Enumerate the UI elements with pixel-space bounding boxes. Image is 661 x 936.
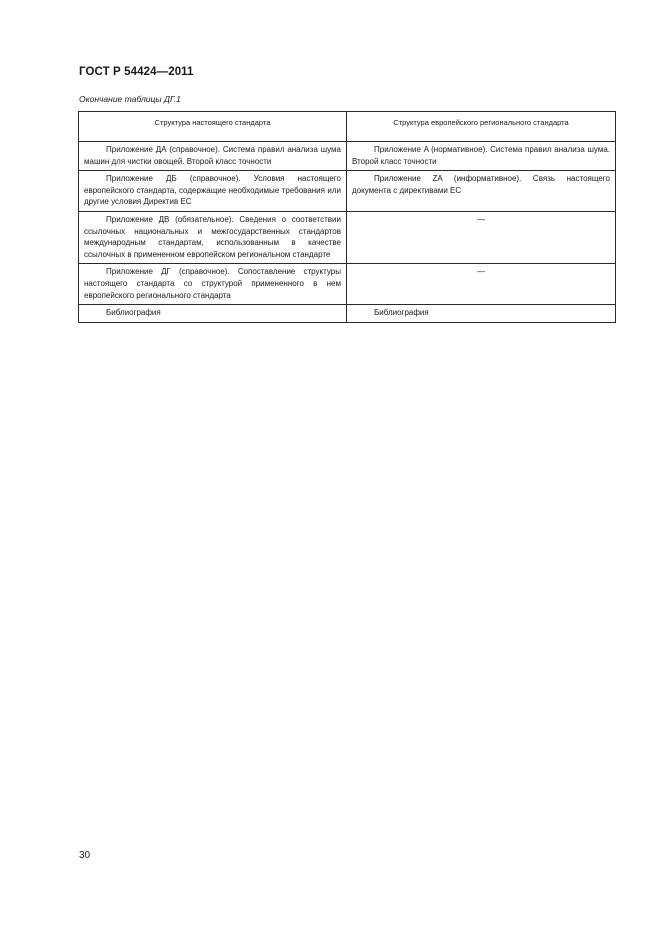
cell-text: Приложение ДБ (справочное). Условия настоящего европейского стандарта, содержащие необходимые требования или другие условия Директив ЕС (84, 174, 341, 207)
cell-european (347, 305, 616, 323)
cell-national (79, 211, 347, 263)
cell-european (347, 142, 616, 171)
cell-national (79, 264, 347, 305)
cell-text: Приложение ДВ (обязательное). Сведения о соответствии ссылочных национальных и межгосударственных стандартов международным стандартам, использованным в качестве ссылочных в примененном европейском региональном стандарте (84, 214, 341, 259)
cell-national (79, 171, 347, 212)
table-row (79, 264, 616, 305)
table-header (79, 112, 616, 142)
page-number: 30 (79, 850, 91, 861)
cell-text: Приложение ДА (справочное). Система правил анализа шума машин для чистки овощей. Второй класс точности (84, 145, 341, 166)
structure-comparison-table (78, 111, 616, 323)
table-caption: Окончание таблицы ДГ.1 (79, 94, 181, 104)
table-row (79, 305, 616, 323)
cell-european (347, 171, 616, 212)
column-header-national: Структура настоящего стандарта (79, 112, 347, 142)
cell-national (79, 142, 347, 171)
cell-european-empty: — (347, 264, 616, 305)
cell-text: Библиография (106, 308, 161, 318)
cell-national (79, 305, 347, 323)
cell-text: Библиография (374, 308, 429, 318)
table-row (79, 171, 616, 212)
table-body (79, 142, 616, 323)
cell-text: Приложение ZA (информативное). Связь настоящего документа с директивами ЕС (352, 174, 610, 195)
header-row (79, 112, 616, 142)
column-header-european: Структура европейского регионального стандарта (347, 112, 616, 142)
cell-text: Приложение ДГ (справочное). Сопоставление структуры настоящего стандарта со структурой примененного в нем европейского регионального стандарта (84, 267, 341, 300)
cell-text: Приложение A (нормативное). Система правил анализа шума. Второй класс точности (352, 145, 610, 166)
table-row (79, 211, 616, 263)
table-row (79, 142, 616, 171)
document-title: ГОСТ Р 54424—2011 (79, 66, 194, 78)
cell-european-empty: — (347, 211, 616, 263)
